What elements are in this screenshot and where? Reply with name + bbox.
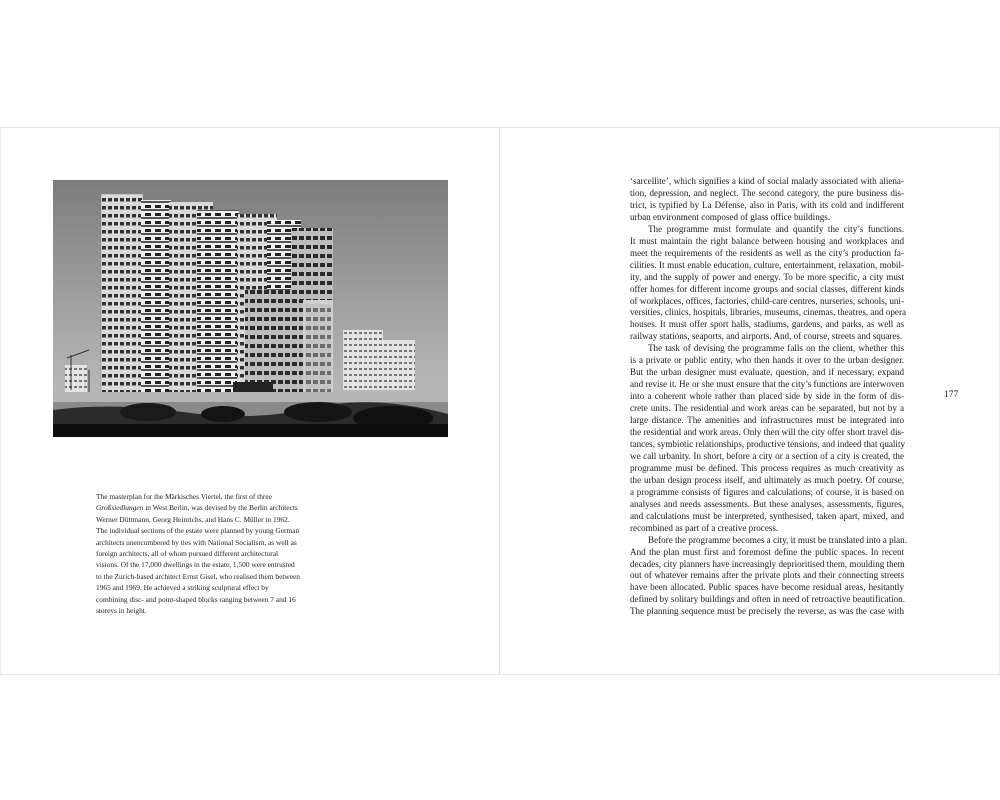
estate-photograph — [53, 180, 448, 437]
body-line: Before the programme becomes a city, it must be translated into a plan. — [648, 534, 908, 545]
body-line: and calculations must be interpreted, synthesised, taken apart, mixed, and — [630, 510, 904, 521]
body-line: is a private or public entity, who then hands it over to the urban designer. — [630, 355, 904, 366]
page-number: 177 — [944, 390, 959, 400]
body-line: tion, depression, and neglect. The second category, the pure business dis- — [630, 187, 904, 198]
body-line: decades, city planners have increasingly deprioritised them, moulding them — [630, 558, 905, 569]
body-line: analyses and needs assessments. But these analyses, assessments, figures, — [630, 498, 904, 509]
body-text — [630, 176, 908, 618]
body-line: cilities. It must enable education, culture, entertainment, relaxation, mobil- — [630, 259, 904, 270]
body-line: the urban design process itself, and ultimately as much poetry. Of course, — [630, 474, 904, 485]
body-line: defined by solitary buildings and often in need of retroactive beautification. — [630, 594, 905, 605]
body-line: crete units. The residential and work areas can be separated, but not by a — [630, 403, 904, 414]
body-line: meet the requirements of the residents as well as the city’s production fa- — [630, 247, 904, 258]
right-page — [500, 128, 1000, 674]
body-line: offer homes for different income groups and social classes, different kinds — [630, 283, 904, 294]
body-line: large distance. The amenities and infrastructures must be integrated into — [630, 415, 904, 426]
body-line: The programme must formulate and quantify the city’s functions. — [648, 223, 904, 234]
body-line: urban environment composed of glass office buildings. — [630, 211, 831, 222]
body-line: out of whatever remains after the private plots and their connecting streets — [630, 570, 904, 581]
body-line: railway stations, seaports, and airports. And, of course, streets and squares. — [630, 331, 903, 342]
body-line: houses. It must offer sport halls, stadiums, gardens, and parks, as well as — [630, 319, 904, 330]
body-line: trict, is typified by La Défense, also in Paris, with its cold and indifferent — [630, 199, 904, 210]
caption-italic-term: Großsiedlungen — [96, 503, 144, 513]
photo-caption — [96, 491, 301, 616]
body-line: recombined as part of a creative process. — [630, 522, 779, 533]
body-line: The task of devising the programme falls on the client, whether this — [648, 343, 904, 354]
body-line: of workplaces, offices, factories, child-care centres, nurseries, schools, uni- — [630, 295, 904, 306]
body-line: have been allocated. Public spaces have become residual areas, hesitantly — [630, 582, 904, 593]
body-line: ity, and the supply of power and energy. To be more specific, a city must — [630, 271, 904, 282]
left-page — [0, 128, 500, 674]
body-line: into a coherent whole rather than placed side by side in the form of dis- — [630, 391, 904, 402]
body-line: and revise it. He or she must ensure that the city’s functions are interwoven — [630, 379, 904, 390]
body-line: But the urban designer must evaluate, question, and if necessary, expand — [630, 367, 904, 378]
body-line: ‘sarcellite’, which signifies a kind of social malady associated with aliena- — [630, 176, 904, 186]
body-line: It must maintain the right balance between housing and workplaces and — [630, 235, 904, 246]
body-line: And the plan must first and foremost define the public spaces. In recent — [630, 546, 904, 557]
caption-text-1: The masterplan for the Märkisches Viertel, the first of three — [96, 492, 272, 501]
caption-text-2: in West Berlin, was devised by the Berlin architects Werner Düttmann, Georg Heinrichs, and Hans C. Müller in 1962. The individual sections of the estate were planned by young German architects unencumbered by ties with National Socialism, as well as foreign architects, all of whom pursued different architectural visions. Of the 17,000 dwellings in the estate, 1,500 were entrusted to the Zurich-based architect Ernst Gisel, who realised them between 1965 and 1969. He achieved a striking sculptural effect by combining disc- and point-shaped blocks ranging between 7 and 16 storeys in height. — [96, 503, 300, 616]
body-line: The planning sequence must be precisely the reverse, as was the case with — [630, 606, 904, 617]
body-line: versities, clinics, hospitals, libraries, museums, cinemas, theatres, and opera — [630, 307, 907, 318]
body-line: tances, symbiotic relationships, productive tensions, and indeed that quality — [630, 438, 906, 449]
body-line: the residential and work areas. Only then will the city offer short travel dis- — [630, 427, 905, 438]
body-line: a programme consists of figures and calculations; of course, it is based on — [630, 486, 904, 497]
body-line: we call urbanity. In short, before a city or a section of a city is created, the — [630, 450, 904, 461]
body-line: programme must be defined. This process requires as much creativity as — [630, 462, 904, 473]
book-spread — [0, 127, 1000, 675]
